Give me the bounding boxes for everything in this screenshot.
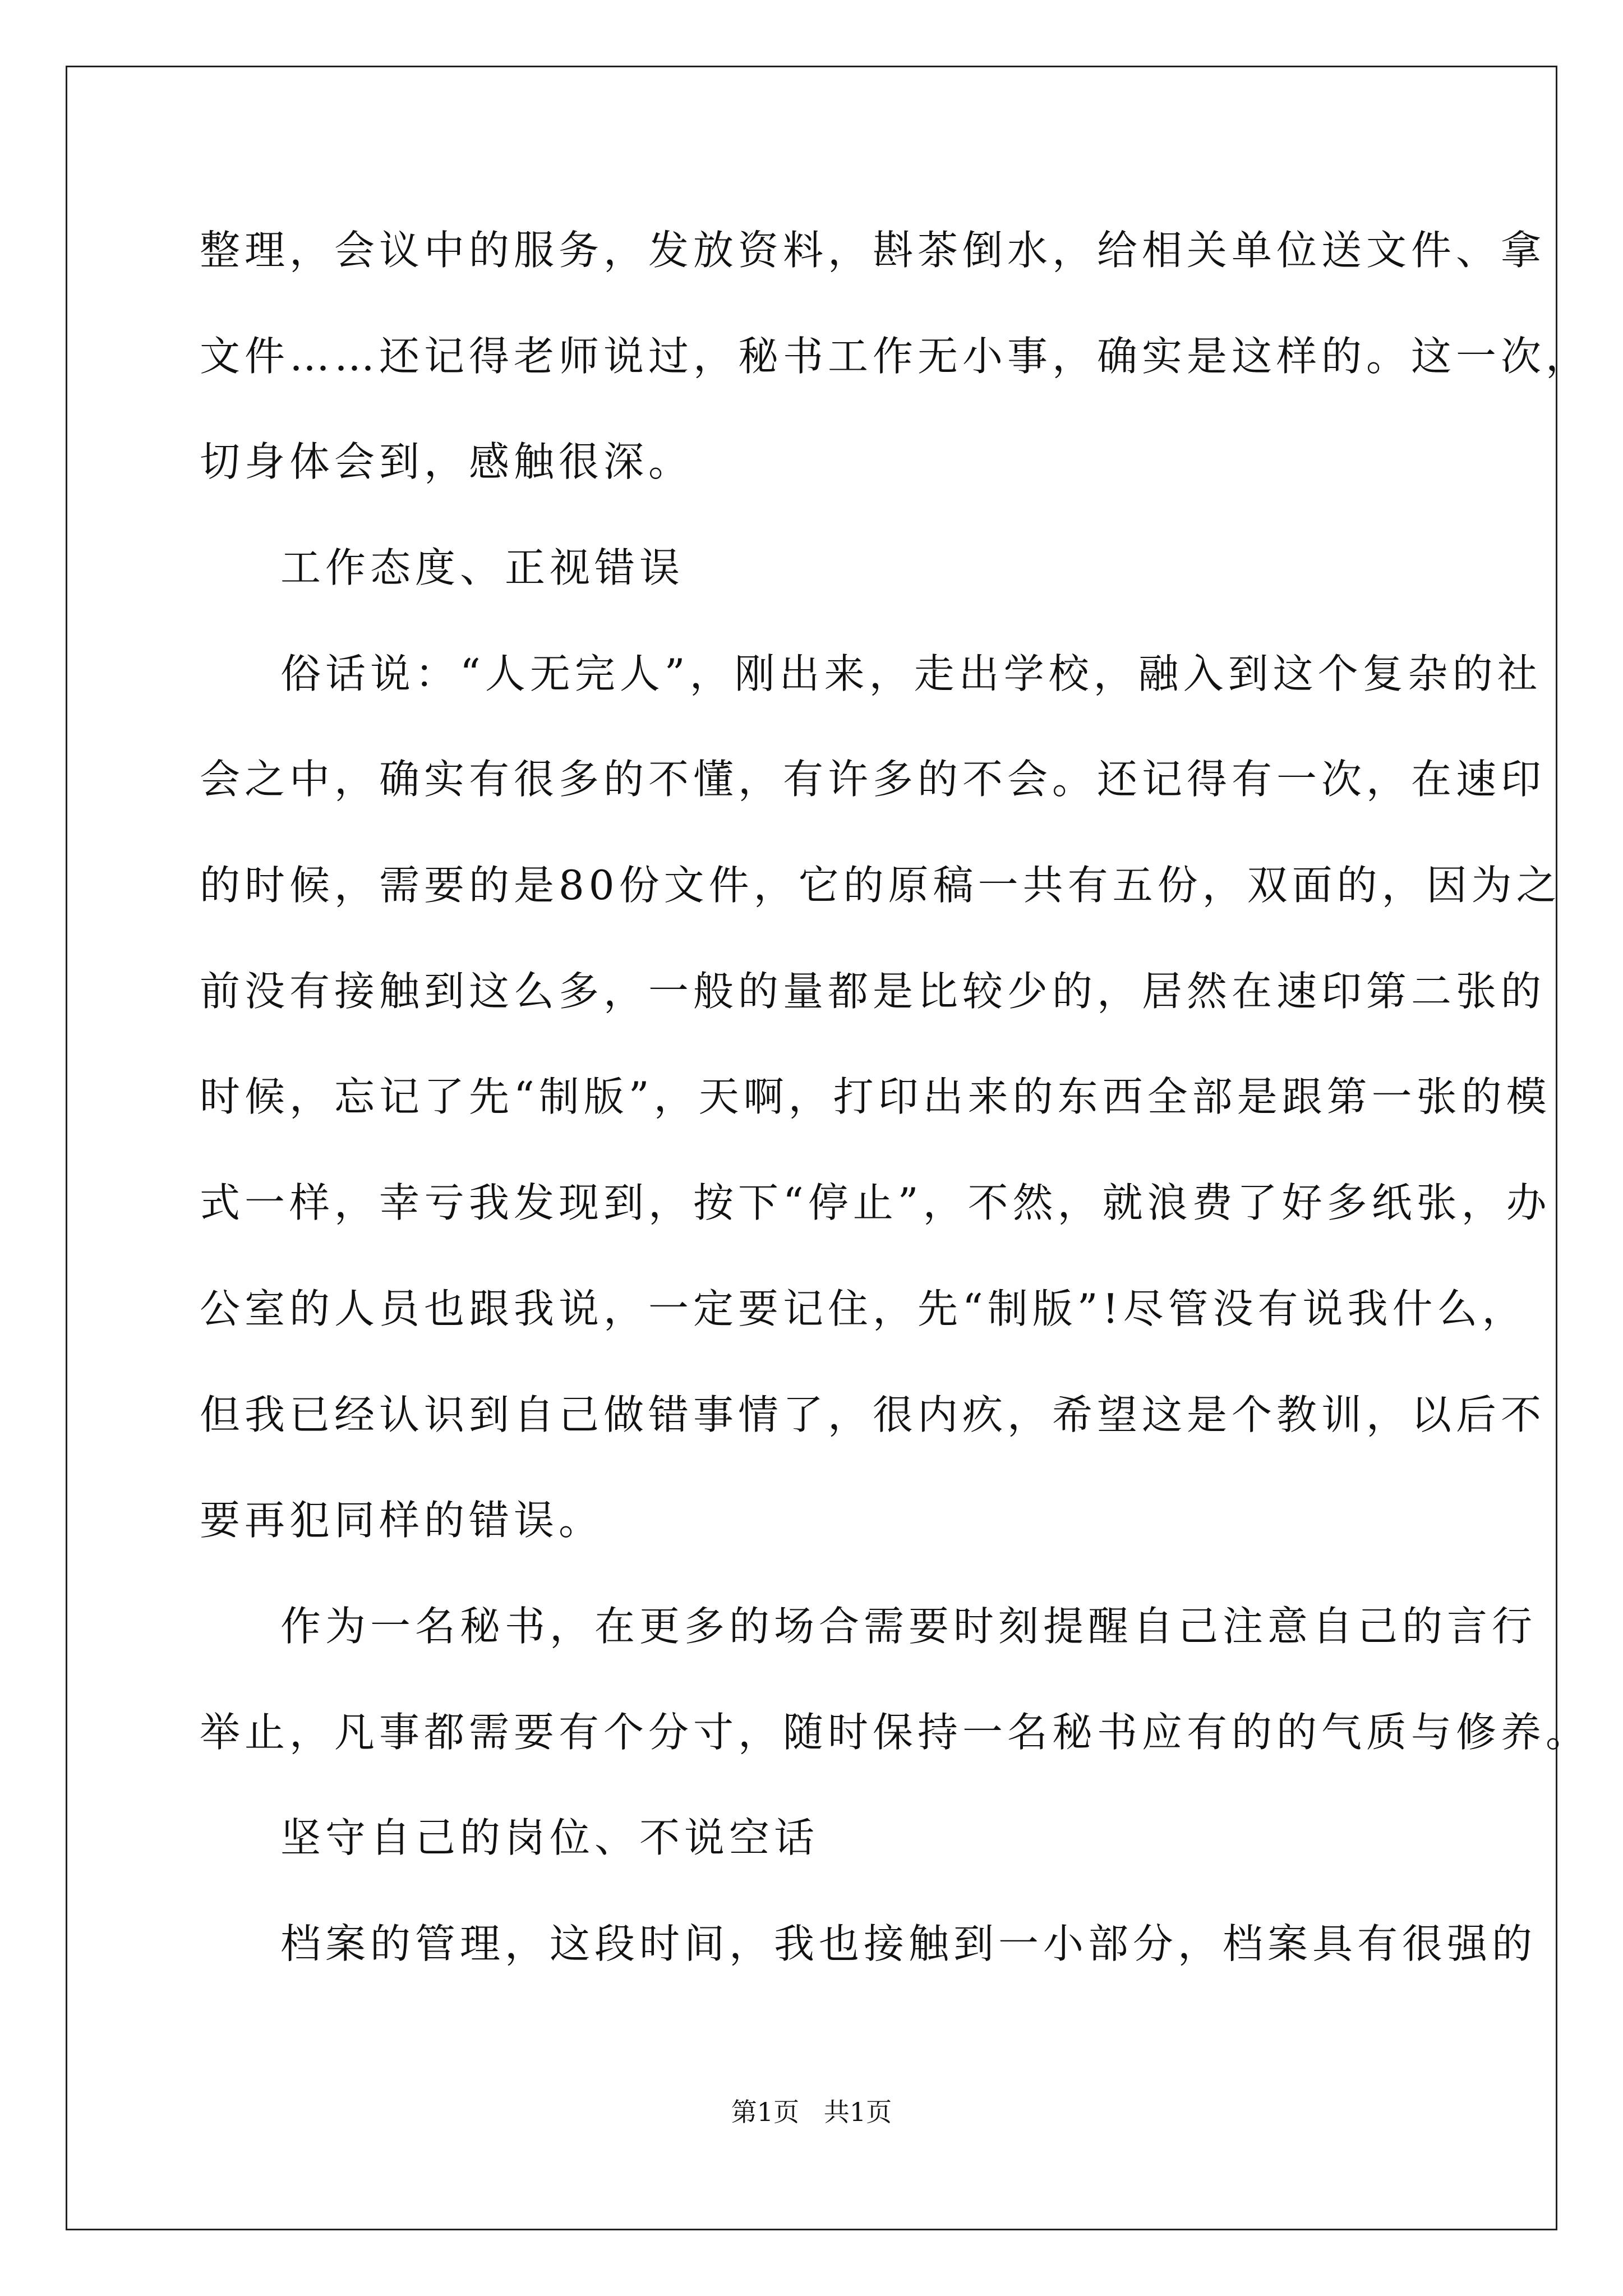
page-number-footer: 第1页 共1页 xyxy=(731,2097,892,2127)
text-line: 俗话说：“人无完人”，刚出来，走出学校，融入到这个复杂的社 xyxy=(280,650,1542,697)
text-line: 式一样，幸亏我发现到，按下“停止”，不然，就浪费了好多纸张，办 xyxy=(200,1179,1551,1226)
section-heading: 工作态度、正视错误 xyxy=(280,544,685,591)
text-line: 前没有接触到这么多，一般的量都是比较少的，居然在速印第二张的 xyxy=(200,968,1546,1015)
text-line: 的时候，需要的是80份文件，它的原稿一共有五份，双面的，因为之 xyxy=(200,862,1561,909)
text-line: 时候，忘记了先“制版”，天啊，打印出来的东西全部是跟第一张的模 xyxy=(200,1073,1551,1120)
text-line: 文件……还记得老师说过，秘书工作无小事，确实是这样的。这一次， xyxy=(200,333,1591,380)
section-heading: 坚守自己的岗位、不说空话 xyxy=(280,1814,819,1861)
text-line: 举止，凡事都需要有个分寸，随时保持一名秘书应有的的气质与修养。 xyxy=(200,1709,1591,1756)
text-line: 会之中，确实有很多的不懂，有许多的不会。还记得有一次，在速印 xyxy=(200,756,1546,803)
text-line: 切身体会到，感触很深。 xyxy=(200,438,694,485)
text-line: 要再犯同样的错误。 xyxy=(200,1497,604,1544)
page-border xyxy=(66,66,1557,2230)
text-line: 作为一名秘书，在更多的场合需要时刻提醒自己注意自己的言行 xyxy=(280,1603,1537,1650)
text-line: 但我已经认识到自己做错事情了，很内疚，希望这是个教训，以后不 xyxy=(200,1391,1546,1438)
text-line: 公室的人员也跟我说，一定要记住，先“制版”!尽管没有说我什么， xyxy=(200,1285,1527,1332)
text-line: 整理，会议中的服务，发放资料，斟茶倒水，给相关单位送文件、拿 xyxy=(200,227,1546,274)
text-line: 档案的管理，这段时间，我也接触到一小部分，档案具有很强的 xyxy=(280,1920,1537,1967)
